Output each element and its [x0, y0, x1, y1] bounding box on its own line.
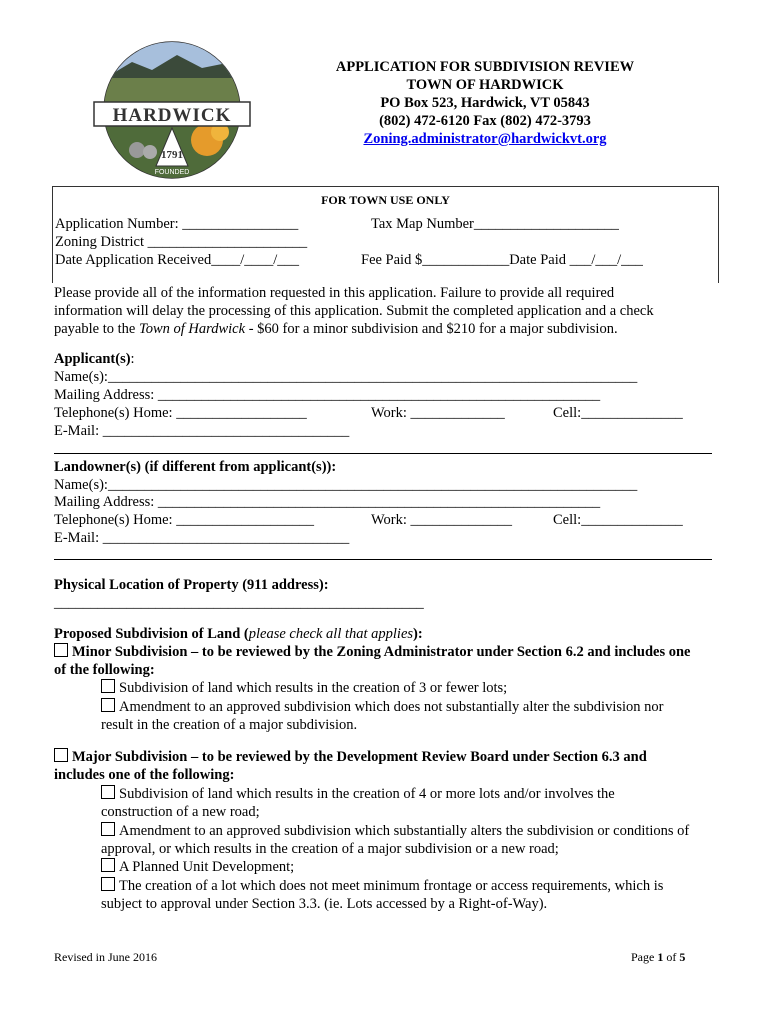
location-field[interactable]: ___________________________________________________ [54, 595, 424, 611]
applicant-cell-field[interactable]: Cell:______________ [553, 405, 683, 421]
minor-subdivision-option[interactable]: Minor Subdivision – to be reviewed by the Zoning Administrator under Section 6.2 and includes one [54, 643, 691, 661]
major-subdivision-option[interactable]: Major Subdivision – to be reviewed by the Development Review Board under Section 6.3 and [54, 748, 647, 766]
major-subdivision-line2: includes one of the following: [54, 767, 235, 783]
town-phone: (802) 472-6120 Fax (802) 472-3793 [379, 113, 591, 129]
document-header [300, 58, 670, 148]
intro-line-2: information will delay the processing of this application. Submit the completed application and a check [54, 303, 654, 319]
intro-line-3: payable to the Town of Hardwick - $60 for a minor subdivision and $210 for a major subdivision. [54, 321, 618, 337]
major-option-1-line2: construction of a new road; [101, 804, 260, 820]
application-number-field[interactable]: Application Number: ________________ [55, 216, 299, 232]
divider [54, 453, 712, 454]
major-option-3[interactable]: A Planned Unit Development; [101, 858, 294, 876]
landowner-work-phone-field[interactable]: Work: ______________ [371, 512, 513, 528]
major-checkbox[interactable] [54, 748, 68, 762]
landowner-home-phone-field[interactable]: Telephone(s) Home: ___________________ [54, 512, 314, 528]
major-opt2-checkbox[interactable] [101, 822, 115, 836]
minor-opt1-checkbox[interactable] [101, 679, 115, 693]
zoning-district-field[interactable]: Zoning District ______________________ [55, 234, 308, 250]
landowner-cell-field[interactable]: Cell:______________ [553, 512, 683, 528]
major-option-2[interactable]: Amendment to an approved subdivision which substantially alters the subdivision or conditions of [101, 822, 689, 840]
applicant-email-field[interactable]: E-Mail: __________________________________ [54, 423, 350, 439]
major-opt3-checkbox[interactable] [101, 858, 115, 872]
landowner-names-field[interactable]: Name(s):_________________________________________________________________________ [54, 477, 638, 493]
minor-checkbox[interactable] [54, 643, 68, 657]
landowner-heading: Landowner(s) (if different from applicant(s)): [54, 459, 337, 475]
town-use-title: FOR TOWN USE ONLY [321, 193, 450, 207]
page-number: Page 1 of 5 [631, 950, 686, 964]
minor-option-2[interactable]: Amendment to an approved subdivision which does not substantially alter the subdivision nor [101, 698, 663, 716]
major-opt4-checkbox[interactable] [101, 877, 115, 891]
major-opt1-checkbox[interactable] [101, 785, 115, 799]
minor-option-2-line2: result in the creation of a major subdivision. [101, 717, 358, 733]
document-title: APPLICATION FOR SUBDIVISION REVIEW [335, 59, 635, 75]
fee-paid-field[interactable]: Fee Paid $____________Date Paid ___/___/___ [361, 252, 643, 268]
hardwick-logo [92, 40, 252, 180]
proposed-heading: Proposed Subdivision of Land (please check all that applies): [54, 626, 423, 642]
revised-date: Revised in June 2016 [54, 950, 157, 964]
major-option-4[interactable]: The creation of a lot which does not meet minimum frontage or access requirements, which is [101, 877, 663, 895]
logo-name: HARDWICK [112, 105, 232, 126]
applicant-names-field[interactable]: Name(s):_________________________________________________________________________ [54, 369, 638, 385]
major-option-4-line2: subject to approval under Section 3.3. (ie. Lots accessed by a Right-of-Way). [101, 896, 548, 912]
date-received-field[interactable]: Date Application Received____/____/___ [55, 252, 300, 268]
minor-subdivision-line2: of the following: [54, 662, 155, 678]
town-name: TOWN OF HARDWICK [406, 77, 564, 93]
applicant-heading: Applicant(s): [54, 351, 135, 367]
landowner-mailing-field[interactable]: Mailing Address: _____________________________________________________________ [54, 494, 601, 510]
town-use-box [52, 186, 719, 283]
minor-option-1[interactable]: Subdivision of land which results in the creation of 3 or fewer lots; [101, 679, 507, 697]
tax-map-field[interactable]: Tax Map Number____________________ [371, 216, 619, 232]
major-option-1[interactable]: Subdivision of land which results in the creation of 4 or more lots and/or involves the [101, 785, 615, 803]
logo-founded: FOUNDED [154, 169, 190, 176]
logo-year: 1791 [161, 149, 183, 161]
applicant-home-phone-field[interactable]: Telephone(s) Home: __________________ [54, 405, 307, 421]
landowner-email-field[interactable]: E-Mail: __________________________________ [54, 530, 350, 546]
minor-opt2-checkbox[interactable] [101, 698, 115, 712]
major-option-2-line2: approval, or which results in the creation of a major subdivision or a new road; [101, 841, 559, 857]
town-address: PO Box 523, Hardwick, VT 05843 [380, 95, 590, 111]
email-link[interactable]: Zoning.administrator@hardwickvt.org [363, 131, 607, 147]
intro-line-1: Please provide all of the information requested in this application. Failure to provide all required [54, 285, 615, 301]
location-heading: Physical Location of Property (911 address): [54, 577, 329, 593]
applicant-mailing-field[interactable]: Mailing Address: _____________________________________________________________ [54, 387, 601, 403]
applicant-work-phone-field[interactable]: Work: _____________ [371, 405, 505, 421]
divider [54, 559, 712, 560]
